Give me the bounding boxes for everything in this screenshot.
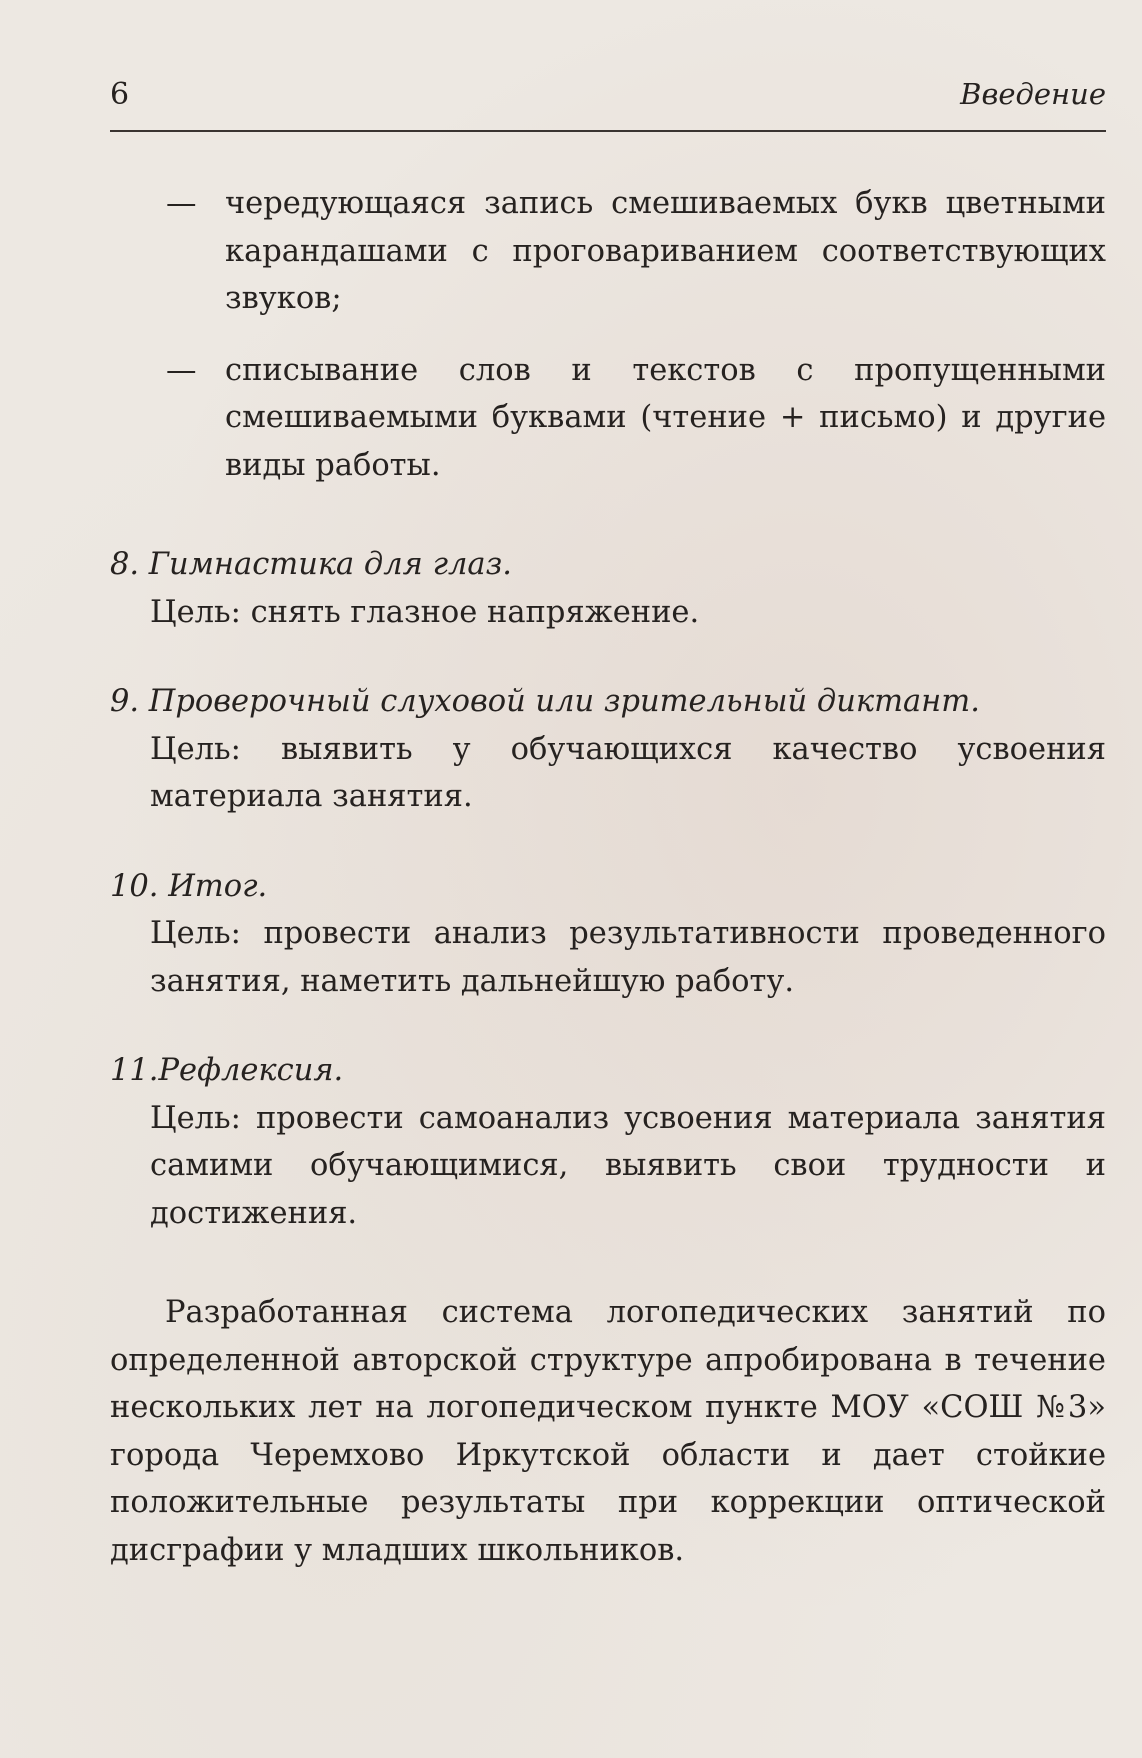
lesson-step-8: [110, 541, 1106, 636]
step-goal: Цель: провести анализ результативности проведенного занятия, наметить дальнейшую работу.: [150, 916, 1106, 999]
step-goal: Цель: провести самоанализ усвоения материала занятия самими обучающимися, выявить свои трудности и достижения.: [150, 1100, 1106, 1231]
step-title: 11.Рефлексия.: [110, 1053, 344, 1088]
step-title: 10. Итог.: [110, 868, 268, 904]
lesson-step-9: [110, 678, 1106, 821]
header-divider: [110, 130, 1106, 132]
dash-item-text: списывание слов и текстов с пропущенными смешиваемыми буквами (чтение + письмо) и другие виды работы.: [225, 352, 1106, 483]
dash-bullet: —: [166, 352, 197, 388]
dash-bullet: —: [166, 186, 197, 221]
page-number: 6: [110, 77, 130, 112]
conclusion-paragraph: Разработанная система логопедических занятий по определенной авторской структуре апробирована в течение нескольких лет на логопедическом пункте МОУ «СОШ №3» города Черемхово Иркутской области и дает стойкие положительные результаты при коррекции оптической дисграфии у младших школьников.: [110, 1295, 1106, 1568]
dash-list-item: [110, 347, 1106, 490]
dash-list-item: [110, 180, 1106, 323]
lesson-step-10: [110, 863, 1106, 1006]
dash-item-text: чередующаяся запись смешиваемых букв цветными карандашами с проговариванием соответствующих звуков;: [225, 186, 1106, 316]
running-title: Введение: [960, 77, 1106, 111]
step-title: 8. Гимнастика для глаз.: [110, 547, 512, 582]
lesson-step-11: [110, 1047, 1106, 1237]
step-goal: Цель: выявить у обучающихся качество усвоения материала занятия.: [150, 731, 1106, 814]
page-header: [110, 70, 1106, 130]
page-body: [110, 180, 1106, 1574]
step-title: 9. Проверочный слуховой или зрительный диктант.: [110, 684, 980, 719]
step-goal: Цель: снять глазное напряжение.: [150, 594, 700, 630]
